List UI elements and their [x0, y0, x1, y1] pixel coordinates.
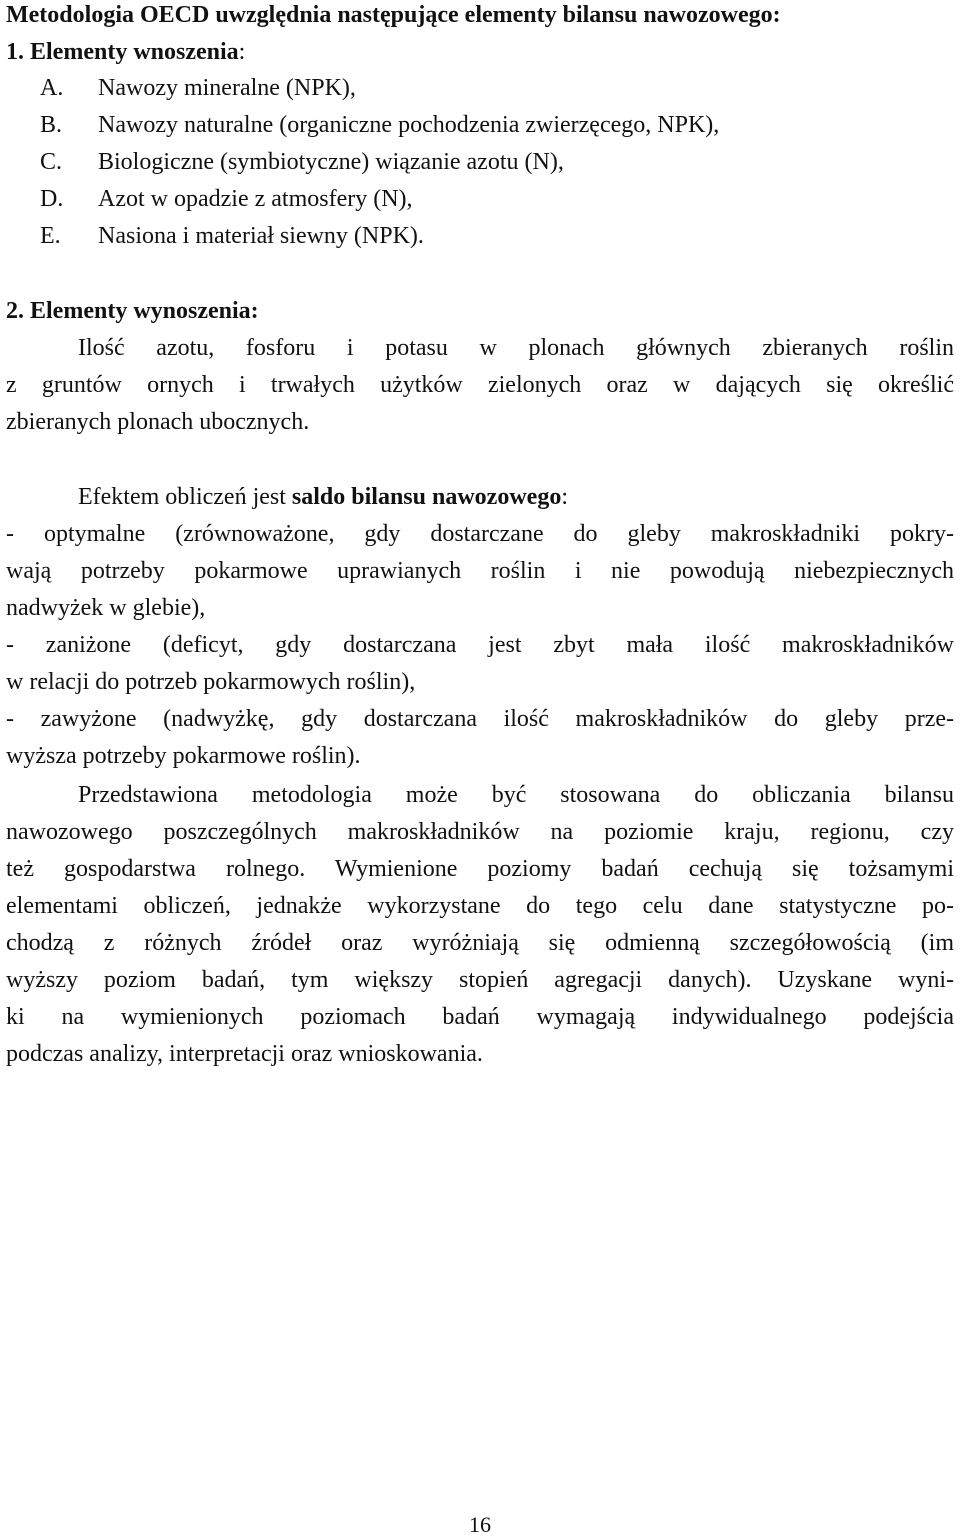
effect-colon: : [561, 484, 568, 510]
closing-line: też gospodarstwa rolnego. Wymienione poziomy badań cechują się tożsamymi [6, 856, 954, 882]
list-item-label: D. [40, 186, 64, 212]
closing-line: wyższy poziom badań, tym większy stopień agregacji danych). Uzyskane wyni- [6, 967, 954, 993]
list-item-label: E. [40, 223, 61, 249]
closing-line: elementami obliczeń, jednakże wykorzystane do tego celu dane statystyczne po- [6, 893, 954, 919]
list-item [40, 184, 413, 214]
effect-line: - zawyżone (nadwyżkę, gdy dostarczana ilość makroskładników do gleby prze- [6, 706, 954, 732]
effect-line: wyższa potrzeby pokarmowe roślin). [6, 743, 361, 769]
section-2-title: 2. Elementy wynoszenia: [6, 298, 259, 324]
closing-line: ki na wymienionych poziomach badań wymagają indywidualnego podejścia [6, 1004, 954, 1030]
section-2-line: zbieranych plonach ubocznych. [6, 409, 310, 435]
list-item [40, 147, 564, 177]
effect-line: nadwyżek w glebie), [6, 595, 206, 621]
list-item-text: Azot w opadzie z atmosfery (N), [98, 186, 413, 212]
section-2-line: Ilość azotu, fosforu i potasu w plonach głównych zbieranych roślin [78, 335, 954, 361]
list-item [40, 221, 424, 251]
closing-line: nawozowego poszczególnych makroskładników na poziomie kraju, regionu, czy [6, 819, 954, 845]
section-1-title [6, 37, 245, 67]
effect-line: - zaniżone (deficyt, gdy dostarczana jest zbyt mała ilość makroskładników [6, 632, 954, 658]
effect-line: - optymalne (zrównoważone, gdy dostarczane do gleby makroskładniki pokry- [6, 521, 954, 547]
list-item [40, 110, 719, 140]
section-2-line: z gruntów ornych i trwałych użytków zielonych oraz w dających się określić [6, 372, 954, 398]
list-item-label: B. [40, 112, 63, 138]
closing-line: chodzą z różnych źródeł oraz wyróżniają się odmienną szczegółowością (im [6, 930, 954, 956]
effect-line: wają potrzeby pokarmowe uprawianych roślin i nie powodują niebezpiecznych [6, 558, 954, 584]
list-item-text: Biologiczne (symbiotyczne) wiązanie azotu (N), [98, 149, 564, 175]
closing-line: Przedstawiona metodologia może być stosowana do obliczania bilansu [78, 782, 954, 808]
section-1-title-colon: : [238, 39, 246, 65]
list-item-label: C. [40, 149, 63, 175]
effect-intro [78, 482, 568, 512]
list-item [40, 73, 356, 103]
list-item-text: Nawozy mineralne (NPK), [98, 75, 356, 101]
section-1-title-text: 1. Elementy wnoszenia [6, 39, 239, 65]
effect-line: w relacji do potrzeb pokarmowych roślin), [6, 669, 416, 695]
page-heading: Metodologia OECD uwzględnia następujące elementy bilansu nawozowego: [6, 2, 781, 28]
closing-line: podczas analizy, interpretacji oraz wnioskowania. [6, 1041, 483, 1067]
effect-bold-term: saldo bilansu nawozowego [291, 484, 562, 510]
list-item-text: Nawozy naturalne (organiczne pochodzenia zwierzęcego, NPK), [98, 112, 720, 138]
list-item-text: Nasiona i materiał siewny (NPK). [98, 223, 424, 249]
effect-intro-text: Efektem obliczeń jest [78, 484, 286, 510]
list-item-label: A. [40, 75, 64, 101]
page-number: 16 [469, 1512, 491, 1537]
